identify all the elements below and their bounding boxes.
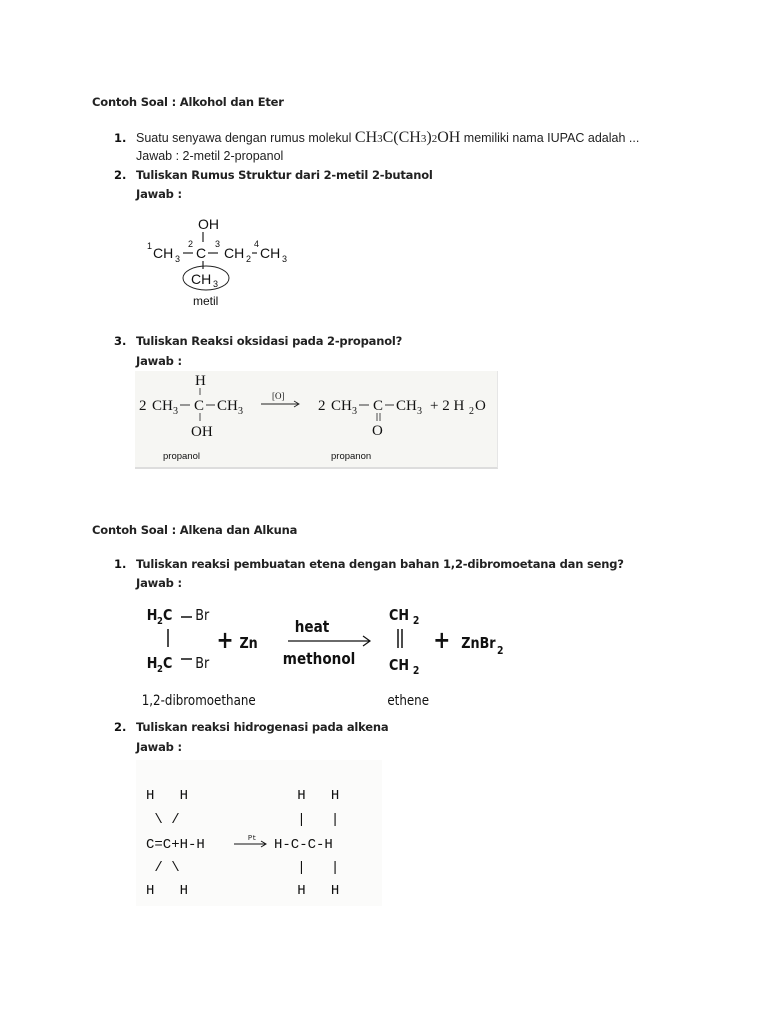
- row-hydrogens-top: H H H H: [146, 788, 340, 804]
- subscript: 2: [497, 645, 504, 658]
- catalyst-label: Pt: [248, 835, 257, 843]
- br-top: Br: [195, 607, 210, 625]
- ch3-left: CH: [331, 398, 352, 414]
- carbon-number-1: 1: [147, 241, 153, 251]
- dibromoethane-label: 1,2-dibromoethane: [141, 693, 256, 710]
- question-text-before: Suatu senyawa dengan rumus molekul: [136, 131, 352, 145]
- oh-group: OH: [198, 216, 219, 232]
- hydrogenation-reaction: [136, 760, 382, 906]
- answer-text: Jawab : 2-metil 2-propanol: [136, 149, 284, 163]
- subscript: 2: [412, 665, 420, 678]
- question-number: 3.: [114, 334, 127, 348]
- h-atom: H: [146, 607, 158, 625]
- hydrogenation-reaction-image: [136, 760, 382, 906]
- subscript: 3: [213, 279, 219, 289]
- question-text: Tuliskan reaksi hidrogenasi pada alkena: [136, 720, 389, 734]
- h-atom: H: [146, 655, 158, 673]
- carbon-number-3: 3: [215, 239, 221, 249]
- c-atom: C: [162, 655, 173, 673]
- question-number: 1.: [114, 131, 127, 145]
- question-text: [136, 129, 639, 147]
- subscript: 2: [157, 663, 163, 676]
- subscript: 3: [282, 254, 288, 264]
- znbr2: ZnBr: [461, 635, 496, 653]
- question-text: Tuliskan Rumus Struktur dari 2-metil 2-butanol: [136, 168, 433, 182]
- molecular-formula: CH3C(CH3)2OH: [354, 129, 461, 146]
- section-title-alkena: Contoh Soal : Alkena dan Alkuna: [92, 523, 298, 537]
- jawab-label: Jawab :: [136, 740, 182, 754]
- ch-top: CH: [389, 607, 410, 625]
- alkene-plus-h2: C=C+H-H: [146, 837, 205, 853]
- carbon-number-2: 2: [188, 239, 194, 249]
- o-atom: O: [372, 423, 383, 439]
- carbon-number-4: 4: [254, 239, 260, 249]
- zinc: Zn: [239, 635, 258, 653]
- row-hydrogens-bottom: H H H H: [146, 883, 340, 899]
- coefficient-right: 2: [318, 398, 326, 414]
- ch3-left: CH: [152, 398, 173, 414]
- subscript: 3: [417, 406, 422, 417]
- subscript: 2: [157, 615, 163, 628]
- question-text: Tuliskan Reaksi oksidasi pada 2-propanol?: [136, 334, 403, 348]
- oh-group: OH: [191, 424, 213, 440]
- ch3-bottom: CH: [191, 271, 212, 287]
- section-title-alkohol: Contoh Soal : Alkohol dan Eter: [92, 95, 284, 109]
- central-carbon: C: [196, 245, 207, 261]
- propanol-label: propanol: [163, 451, 200, 462]
- subscript: 3: [352, 406, 357, 417]
- plus-sign: +: [216, 626, 234, 655]
- ethene-label: ethene: [387, 693, 430, 710]
- h-atom: H: [195, 373, 206, 389]
- br-bottom: Br: [195, 655, 210, 673]
- metil-label: metil: [193, 294, 219, 308]
- water-o: O: [475, 398, 486, 414]
- subscript: 2: [246, 254, 252, 264]
- dibromoethane-reaction: [140, 598, 510, 713]
- subscript: 2: [412, 615, 420, 628]
- question-number: 2.: [114, 720, 127, 734]
- subscript: 3: [175, 254, 181, 264]
- question-text: Tuliskan reaksi pembuatan etena dengan bahan 1,2-dibromoetana dan seng?: [136, 557, 624, 571]
- coefficient-left: 2: [139, 398, 147, 414]
- row-bonds-top: \ / | |: [146, 812, 340, 828]
- water-term: + 2 H: [430, 398, 465, 414]
- ch-bottom: CH: [389, 657, 410, 675]
- oxidation-label: [O]: [272, 391, 285, 401]
- ch3-right: CH: [260, 245, 281, 261]
- c-atom: C: [162, 607, 173, 625]
- oxidation-reaction: [135, 371, 497, 467]
- question-number: 1.: [114, 557, 127, 571]
- oxidation-reaction-image: [135, 371, 498, 469]
- question-number: 2.: [114, 168, 127, 182]
- ch2-group: CH: [224, 245, 245, 261]
- carbon: C: [194, 398, 205, 414]
- subscript: 3: [238, 406, 243, 417]
- jawab-label: Jawab :: [136, 354, 182, 368]
- structure-2-metil-2-butanol: [140, 210, 315, 315]
- ch3-right: CH: [396, 398, 417, 414]
- jawab-label: Jawab :: [136, 187, 182, 201]
- jawab-label: Jawab :: [136, 576, 182, 590]
- methonol-label: methonol: [282, 649, 356, 669]
- subscript: 3: [173, 406, 178, 417]
- ch3-right: CH: [217, 398, 238, 414]
- alkane: H-C-C-H: [274, 837, 333, 853]
- heat-label: heat: [294, 617, 330, 637]
- plus-sign: +: [433, 626, 451, 655]
- row-bonds-bottom: / \ | |: [146, 860, 340, 876]
- subscript: 2: [469, 406, 474, 417]
- question-text-after: memiliki nama IUPAC adalah ...: [463, 131, 640, 145]
- propanon-label: propanon: [331, 451, 372, 462]
- ch3-left: CH: [153, 245, 174, 261]
- carbon: C: [373, 398, 384, 414]
